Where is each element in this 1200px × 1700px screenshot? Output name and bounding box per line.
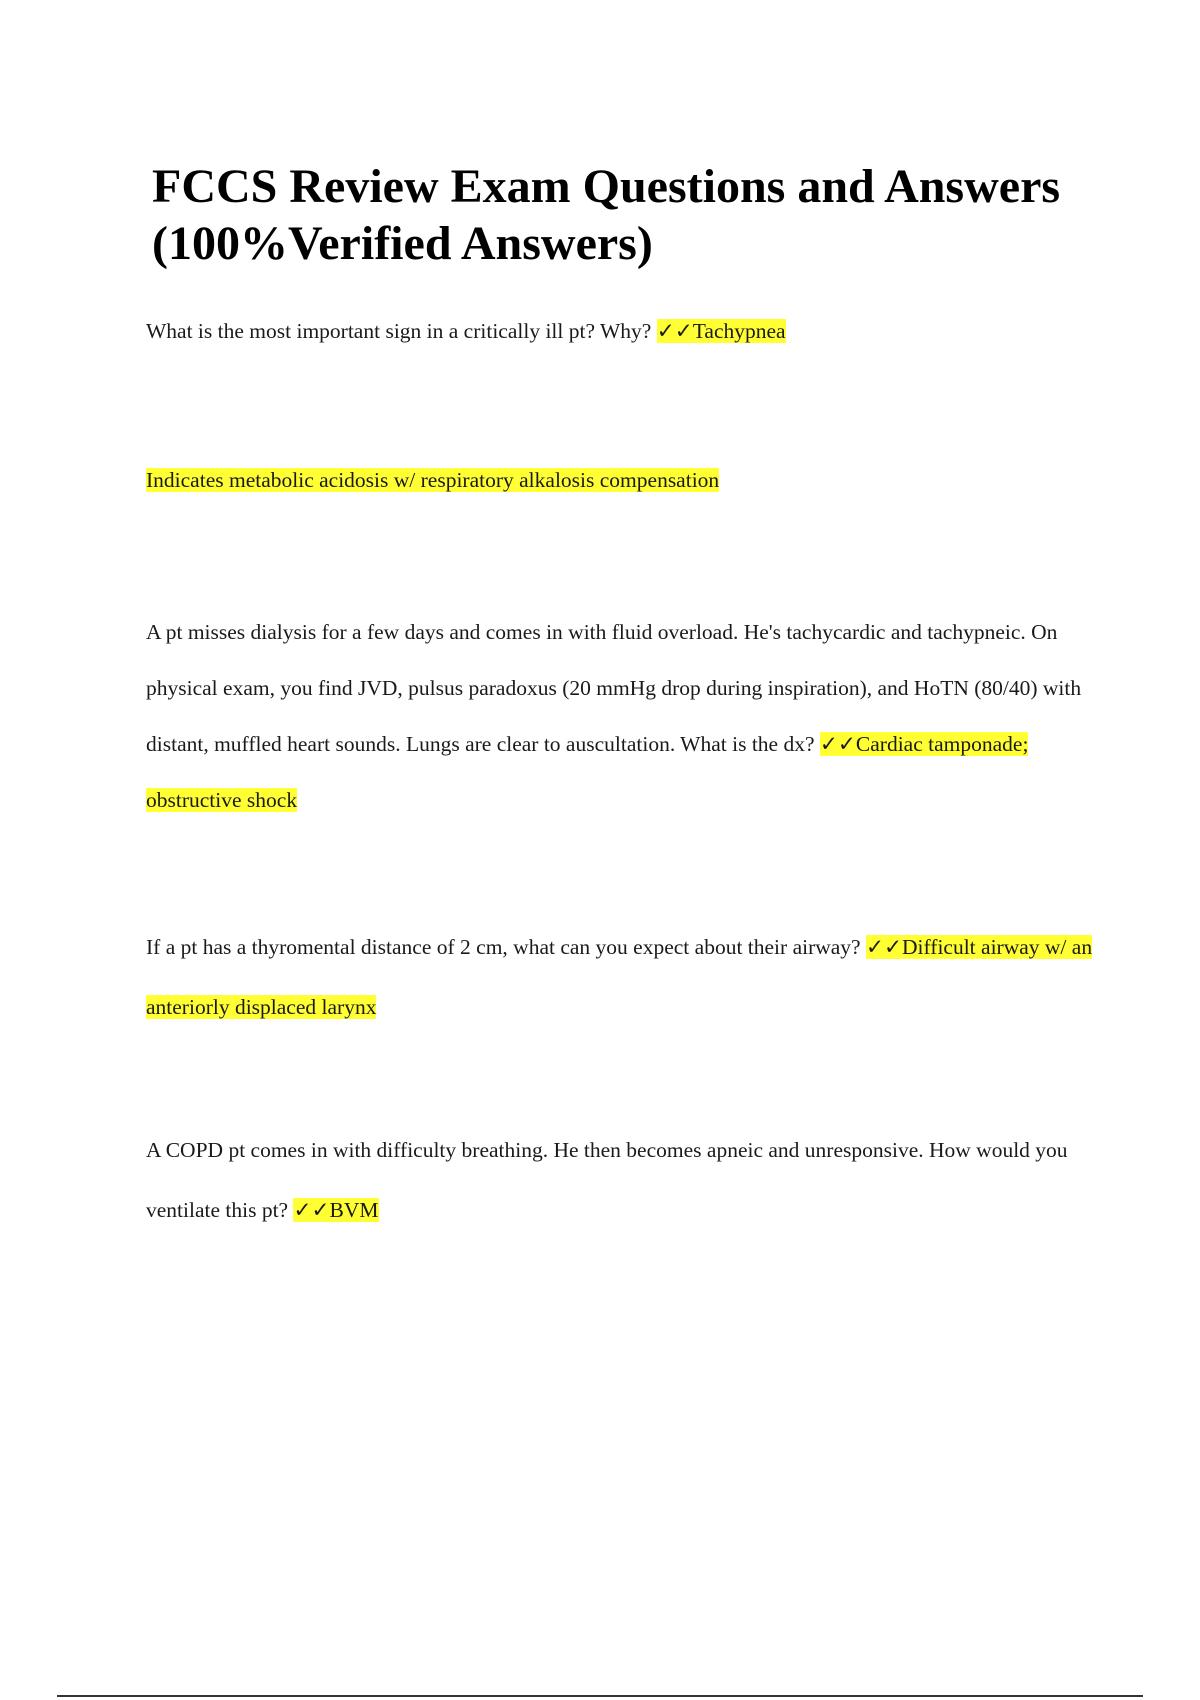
qa-item-3 <box>146 604 1096 828</box>
answer-highlight: ✓✓Tachypnea <box>656 319 786 343</box>
bottom-rule <box>57 1695 1143 1697</box>
question-text: If a pt has a thyromental distance of 2 cm, what can you expect about their airway? <box>146 935 861 959</box>
question-text: A COPD pt comes in with difficulty breathing. He then becomes apneic and unresponsive. How would you ventilate this pt? <box>146 1138 1068 1222</box>
qa-item-5 <box>146 1120 1096 1240</box>
answer-highlight: ✓✓Difficult airway w/ an anteriorly displaced larynx <box>146 935 1093 1019</box>
qa-item-2 <box>146 464 1096 496</box>
qa-item-1 <box>146 315 1096 347</box>
answer-highlight: Indicates metabolic acidosis w/ respiratory alkalosis compensation <box>146 468 720 492</box>
page-title-line-2: (100%Verified Answers) <box>152 217 653 270</box>
page-title <box>152 158 1192 272</box>
answer-highlight: ✓✓Cardiac tamponade; obstructive shock <box>146 732 1029 812</box>
question-text: A pt misses dialysis for a few days and comes in with fluid overload. He's tachycardic and tachypneic. On physical exam, you find JVD, pulsus paradoxus (20 mmHg drop during inspiration), and HoTN (80/40) with distant, muffled heart sounds. Lungs are clear to auscultation. What is the dx? <box>146 620 1082 756</box>
page-title-line-1: FCCS Review Exam Questions and Answers <box>152 160 1061 213</box>
qa-item-4 <box>146 917 1096 1037</box>
answer-highlight: ✓✓BVM <box>293 1198 379 1222</box>
question-text: What is the most important sign in a critically ill pt? Why? <box>146 319 652 343</box>
